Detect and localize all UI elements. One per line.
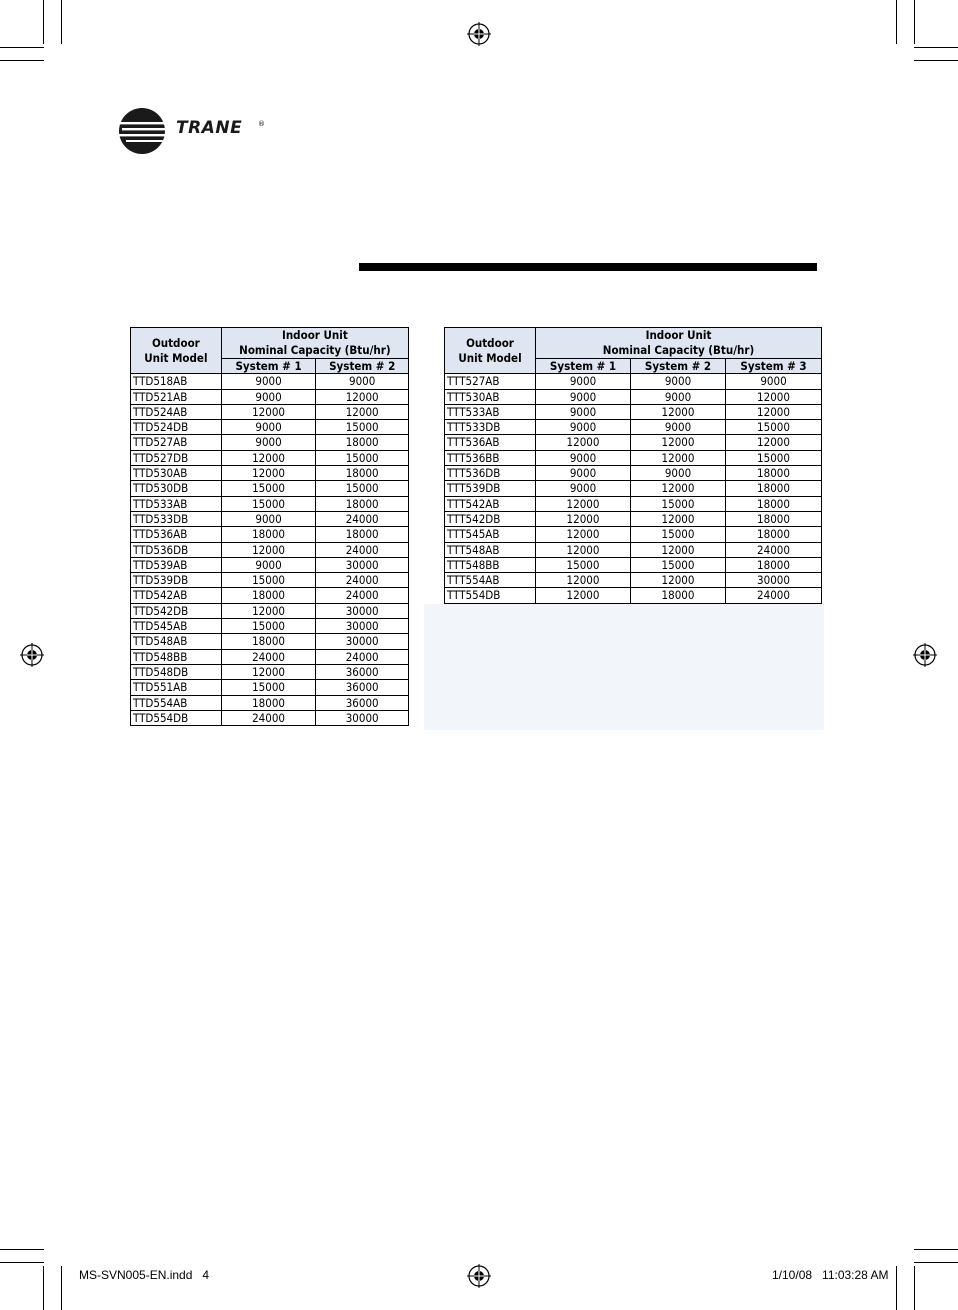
table-row [445, 389, 822, 404]
capacity-cell: 36000 [316, 680, 409, 695]
capacity-cell: 9000 [536, 466, 631, 481]
outdoor-model-cell: TTT536BB [445, 450, 536, 465]
capacity-cell: 18000 [726, 466, 822, 481]
capacity-cell: 12000 [536, 496, 631, 511]
capacity-cell: 18000 [316, 466, 409, 481]
indoor-unit-header [221, 328, 408, 359]
capacity-cell: 9000 [316, 374, 409, 389]
table-row [131, 680, 409, 695]
outdoor-model-cell: TTD536DB [131, 542, 222, 557]
capacity-cell: 12000 [536, 435, 631, 450]
capacity-cell: 15000 [221, 680, 316, 695]
capacity-cell: 12000 [536, 542, 631, 557]
table-row [131, 450, 409, 465]
capacity-cell: 12000 [726, 435, 822, 450]
capacity-cell: 9000 [221, 420, 316, 435]
capacity-cell: 12000 [221, 603, 316, 618]
table-row [445, 573, 822, 588]
capacity-cell: 12000 [536, 527, 631, 542]
capacity-cell: 12000 [726, 389, 822, 404]
crop-mark [0, 1262, 44, 1263]
outdoor-model-cell: TTT533DB [445, 420, 536, 435]
capacity-cell: 9000 [631, 420, 726, 435]
crop-mark [896, 1266, 897, 1310]
table-row [445, 542, 822, 557]
table-row [445, 527, 822, 542]
outdoor-model-cell: TTD539DB [131, 573, 222, 588]
capacity-cell: 30000 [316, 603, 409, 618]
table-row [131, 542, 409, 557]
outdoor-model-cell: TTD539AB [131, 557, 222, 572]
outdoor-model-cell: TTD533DB [131, 511, 222, 526]
outdoor-model-cell: TTD521AB [131, 389, 222, 404]
capacity-cell: 9000 [536, 404, 631, 419]
outdoor-model-cell: TTD554DB [131, 710, 222, 725]
section-rule [359, 263, 817, 271]
table-row [131, 695, 409, 710]
table-row [131, 619, 409, 634]
capacity-cell: 18000 [726, 527, 822, 542]
registered-mark: ® [258, 120, 265, 128]
table-row [131, 511, 409, 526]
capacity-cell: 12000 [536, 573, 631, 588]
outdoor-model-cell: TTT542AB [445, 496, 536, 511]
system-3-header: System # 3 [726, 359, 822, 374]
crop-mark [61, 1266, 62, 1310]
capacity-cell: 9000 [221, 557, 316, 572]
table-row [131, 435, 409, 450]
capacity-cell: 18000 [726, 496, 822, 511]
crop-mark [914, 1266, 915, 1310]
table-row [445, 420, 822, 435]
capacity-cell: 18000 [726, 557, 822, 572]
outdoor-model-cell: TTD554AB [131, 695, 222, 710]
capacity-cell: 30000 [316, 557, 409, 572]
capacity-cell: 9000 [536, 389, 631, 404]
outdoor-model-cell: TTT554DB [445, 588, 536, 603]
capacity-cell: 24000 [316, 649, 409, 664]
capacity-cell: 9000 [221, 435, 316, 450]
capacity-cell: 18000 [726, 511, 822, 526]
capacity-cell: 24000 [316, 588, 409, 603]
outdoor-model-cell: TTT548AB [445, 542, 536, 557]
table-row [445, 435, 822, 450]
table-row [131, 389, 409, 404]
trane-logo [118, 106, 268, 156]
capacity-cell: 18000 [316, 527, 409, 542]
capacity-cell: 12000 [726, 404, 822, 419]
capacity-cell: 12000 [536, 511, 631, 526]
capacity-cell: 18000 [221, 695, 316, 710]
capacity-cell: 24000 [316, 573, 409, 588]
capacity-cell: 15000 [726, 420, 822, 435]
capacity-cell: 12000 [631, 404, 726, 419]
capacity-cell: 12000 [631, 511, 726, 526]
crop-mark [914, 47, 958, 48]
capacity-cell: 30000 [726, 573, 822, 588]
header-line: Indoor Unit [645, 328, 712, 342]
capacity-cell: 9000 [631, 466, 726, 481]
capacity-cell: 9000 [631, 389, 726, 404]
outdoor-model-cell: TTT548BB [445, 557, 536, 572]
outdoor-model-cell: TTT539DB [445, 481, 536, 496]
capacity-cell: 9000 [536, 420, 631, 435]
table-row [131, 573, 409, 588]
outdoor-model-cell: TTD536AB [131, 527, 222, 542]
capacity-cell: 24000 [726, 588, 822, 603]
capacity-cell: 15000 [316, 420, 409, 435]
capacity-cell: 24000 [316, 511, 409, 526]
capacity-cell: 9000 [221, 374, 316, 389]
outdoor-model-cell: TTT527AB [445, 374, 536, 389]
capacity-cell: 12000 [316, 404, 409, 419]
capacity-cell: 15000 [221, 573, 316, 588]
table-row [445, 466, 822, 481]
table-row [131, 664, 409, 679]
capacity-cell: 15000 [536, 557, 631, 572]
outdoor-model-header [445, 328, 536, 374]
table-body [445, 374, 822, 603]
crop-mark [0, 47, 44, 48]
crop-mark [61, 0, 62, 44]
header-line: Outdoor [151, 335, 200, 350]
header-line: Unit Model [458, 350, 522, 365]
capacity-cell: 18000 [221, 634, 316, 649]
table-row [131, 588, 409, 603]
table-row [131, 481, 409, 496]
capacity-cell: 36000 [316, 664, 409, 679]
outdoor-model-cell: TTT545AB [445, 527, 536, 542]
table-row [131, 527, 409, 542]
table-row [131, 557, 409, 572]
capacity-cell: 18000 [221, 588, 316, 603]
outdoor-model-cell: TTD542AB [131, 588, 222, 603]
capacity-cell: 9000 [536, 481, 631, 496]
capacity-cell: 18000 [316, 496, 409, 511]
outdoor-model-cell: TTD545AB [131, 619, 222, 634]
crop-mark [896, 0, 897, 44]
outdoor-model-cell: TTT536AB [445, 435, 536, 450]
header-line: Nominal Capacity (Btu/hr) [239, 343, 391, 357]
capacity-cell: 12000 [631, 573, 726, 588]
capacity-cell: 12000 [221, 466, 316, 481]
brand-name: TRANE [176, 118, 243, 138]
registration-mark-icon [913, 643, 937, 667]
capacity-cell: 18000 [316, 435, 409, 450]
capacity-cell: 15000 [316, 481, 409, 496]
capacity-cell: 24000 [221, 649, 316, 664]
trane-circle-logo-icon [118, 107, 166, 155]
outdoor-model-cell: TTT554AB [445, 573, 536, 588]
capacity-cell: 9000 [726, 374, 822, 389]
capacity-cell: 36000 [316, 695, 409, 710]
crop-mark [914, 1249, 958, 1250]
table-row [445, 588, 822, 603]
capacity-cell: 9000 [221, 389, 316, 404]
table-row [131, 420, 409, 435]
capacity-cell: 15000 [221, 496, 316, 511]
capacity-cell: 12000 [221, 664, 316, 679]
outdoor-model-cell: TTD533AB [131, 496, 222, 511]
crop-mark [914, 60, 958, 61]
header-line: Outdoor [466, 335, 514, 350]
capacity-cell: 15000 [221, 619, 316, 634]
capacity-cell: 15000 [631, 557, 726, 572]
table-row [131, 710, 409, 725]
capacity-cell: 24000 [316, 542, 409, 557]
outdoor-model-cell: TTT536DB [445, 466, 536, 481]
capacity-cell: 12000 [221, 404, 316, 419]
capacity-cell: 15000 [726, 450, 822, 465]
capacity-cell: 24000 [221, 710, 316, 725]
outdoor-model-cell: TTD524DB [131, 420, 222, 435]
capacity-cell: 15000 [316, 450, 409, 465]
registration-mark-icon [467, 1264, 491, 1288]
outdoor-model-cell: TTD527DB [131, 450, 222, 465]
registration-mark-icon [20, 643, 44, 667]
system-2-header: System # 2 [631, 359, 726, 374]
table-row [445, 511, 822, 526]
capacity-cell: 9000 [631, 374, 726, 389]
system-1-header: System # 1 [536, 359, 631, 374]
table-row [131, 603, 409, 618]
crop-mark [43, 0, 44, 44]
table-row [445, 557, 822, 572]
capacity-cell: 9000 [536, 450, 631, 465]
outdoor-model-cell: TTT533AB [445, 404, 536, 419]
outdoor-model-header [131, 328, 222, 374]
capacity-cell: 15000 [631, 496, 726, 511]
table-row [131, 404, 409, 419]
footer-timestamp: 1/10/08 11:03:28 AM [772, 1268, 889, 1282]
header-line: Indoor Unit [281, 328, 348, 342]
capacity-cell: 30000 [316, 710, 409, 725]
capacity-cell: 12000 [221, 542, 316, 557]
outdoor-model-cell: TTT530AB [445, 389, 536, 404]
capacity-cell: 15000 [221, 481, 316, 496]
header-line: Unit Model [144, 350, 208, 365]
capacity-cell: 9000 [221, 511, 316, 526]
table-shading [424, 604, 824, 730]
capacity-cell: 9000 [536, 374, 631, 389]
crop-mark [43, 1266, 44, 1310]
outdoor-model-cell: TTD548AB [131, 634, 222, 649]
table-row [445, 450, 822, 465]
capacity-cell: 12000 [631, 435, 726, 450]
outdoor-model-cell: TTD551AB [131, 680, 222, 695]
capacity-cell: 12000 [221, 450, 316, 465]
capacity-table-three-system [444, 327, 822, 604]
table-row [445, 481, 822, 496]
capacity-cell: 18000 [221, 527, 316, 542]
capacity-table-two-system [130, 327, 409, 726]
capacity-cell: 24000 [726, 542, 822, 557]
system-2-header: System # 2 [316, 359, 409, 374]
outdoor-model-cell: TTD530DB [131, 481, 222, 496]
crop-mark [914, 0, 915, 44]
table-row [445, 404, 822, 419]
capacity-cell: 12000 [316, 389, 409, 404]
table-row [445, 374, 822, 389]
outdoor-model-cell: TTD548DB [131, 664, 222, 679]
outdoor-model-cell: TTT542DB [445, 511, 536, 526]
capacity-cell: 18000 [726, 481, 822, 496]
outdoor-model-cell: TTD548BB [131, 649, 222, 664]
table-row [131, 374, 409, 389]
crop-mark [0, 60, 44, 61]
capacity-cell: 12000 [631, 542, 726, 557]
table-row [445, 496, 822, 511]
table-row [131, 649, 409, 664]
outdoor-model-cell: TTD518AB [131, 374, 222, 389]
capacity-cell: 30000 [316, 619, 409, 634]
footer-file-name: MS-SVN005-EN.indd 4 [79, 1268, 210, 1282]
table-row [131, 634, 409, 649]
table-row [131, 466, 409, 481]
capacity-cell: 18000 [631, 588, 726, 603]
outdoor-model-cell: TTD530AB [131, 466, 222, 481]
capacity-cell: 12000 [631, 481, 726, 496]
capacity-cell: 30000 [316, 634, 409, 649]
indoor-unit-header [536, 328, 822, 359]
outdoor-model-cell: TTD527AB [131, 435, 222, 450]
table-row [131, 496, 409, 511]
registration-mark-icon [467, 22, 491, 46]
capacity-cell: 12000 [631, 450, 726, 465]
outdoor-model-cell: TTD524AB [131, 404, 222, 419]
header-line: Nominal Capacity (Btu/hr) [602, 343, 755, 357]
system-1-header: System # 1 [221, 359, 316, 374]
table-body [131, 374, 409, 726]
outdoor-model-cell: TTD542DB [131, 603, 222, 618]
crop-mark [914, 1262, 958, 1263]
capacity-cell: 12000 [536, 588, 631, 603]
crop-mark [0, 1249, 44, 1250]
capacity-cell: 15000 [631, 527, 726, 542]
